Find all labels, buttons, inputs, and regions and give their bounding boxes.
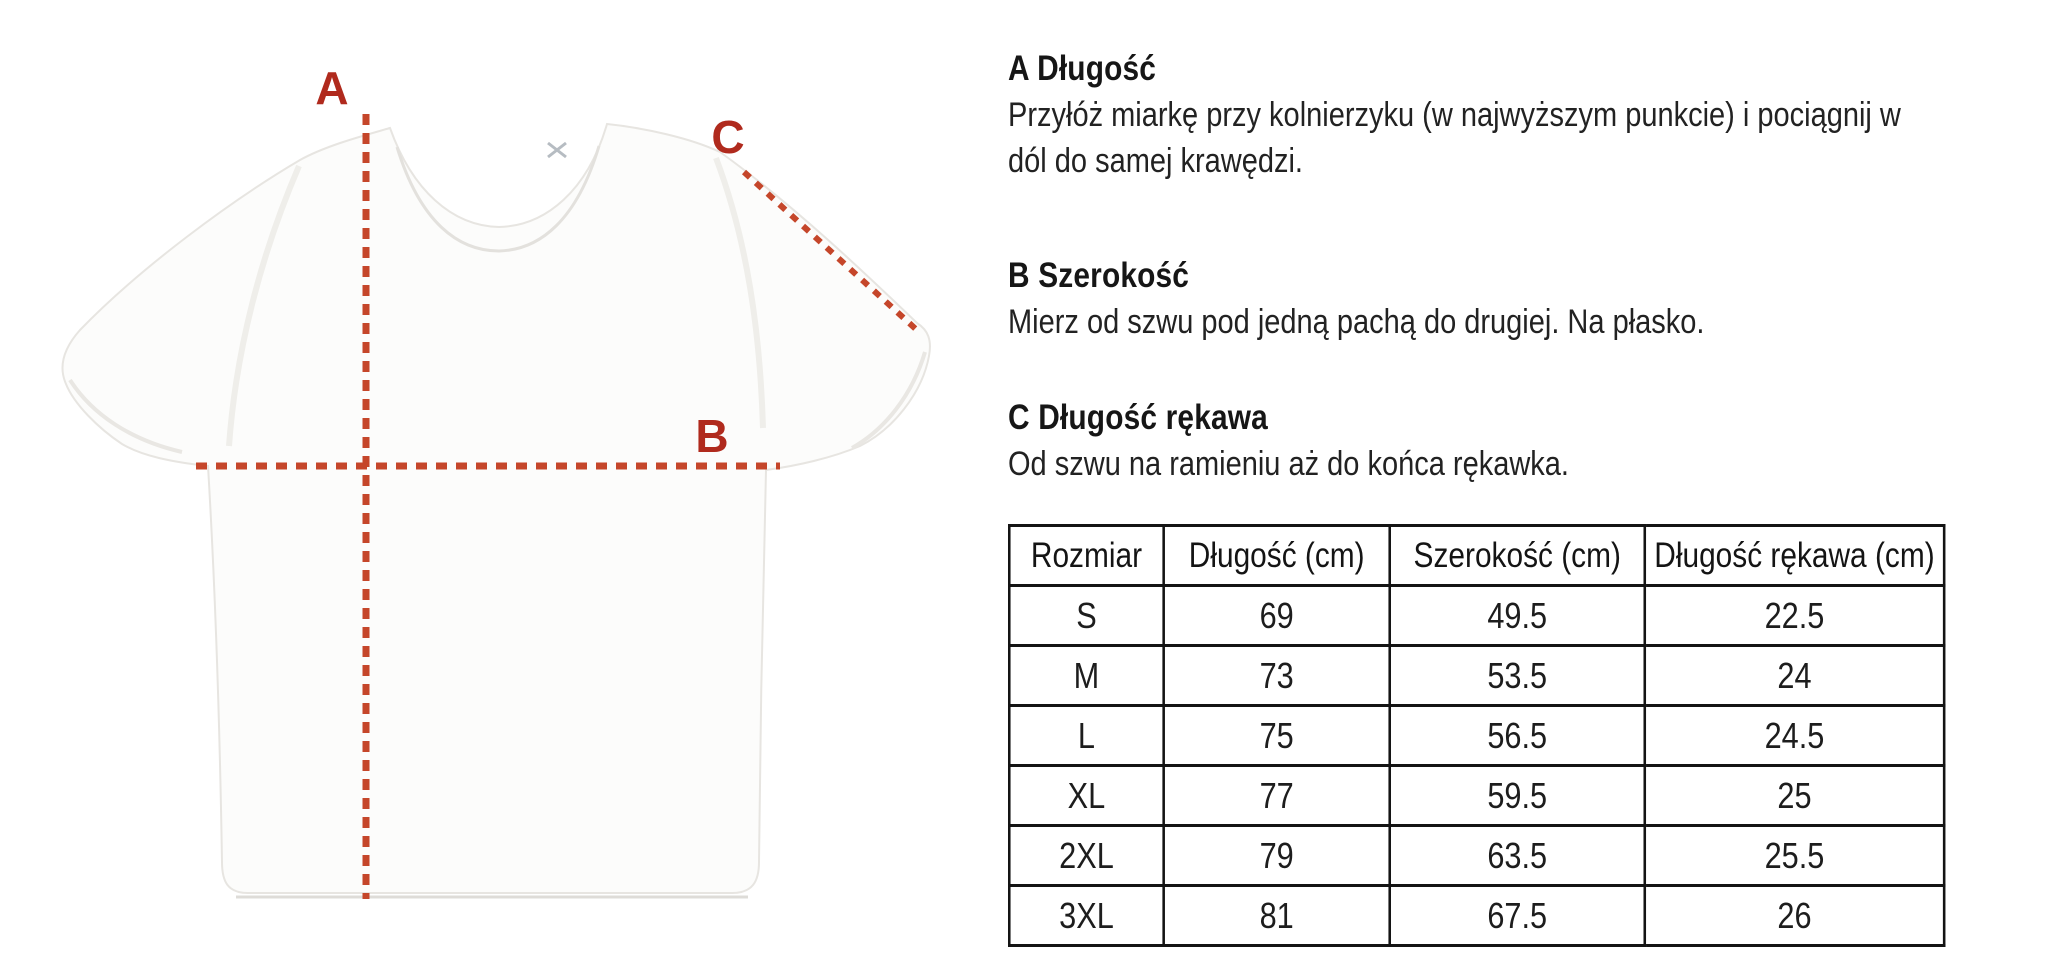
- size-table-cell: 2XL: [1009, 826, 1163, 886]
- size-table-cell: XL: [1009, 766, 1163, 826]
- size-table-row: [1009, 706, 1944, 766]
- section-length-description: Przyłóż miarkę przy kolnierzyku (w najwyższym punkcie) i pociągnij w dól do samej krawędzi.: [1008, 96, 1901, 180]
- section-width-title: B Szerokość: [1008, 256, 1190, 295]
- size-table-cell: S: [1009, 586, 1163, 646]
- size-table-cell: 56.5: [1390, 706, 1645, 766]
- tshirt-diagram-svg: [0, 0, 1000, 968]
- size-table-cell: 75: [1164, 706, 1390, 766]
- size-table-header-cell: Długość rękawa (cm): [1645, 526, 1944, 586]
- size-table-row: [1009, 766, 1944, 826]
- size-table-cell: 67.5: [1390, 886, 1645, 946]
- size-table-row: [1009, 826, 1944, 886]
- size-guide-info: [1008, 46, 1955, 947]
- tshirt-silhouette: [62, 124, 929, 893]
- size-table-cell: 24.5: [1645, 706, 1944, 766]
- size-table-cell: 53.5: [1390, 646, 1645, 706]
- size-table-cell: 81: [1164, 886, 1390, 946]
- size-table-row: [1009, 886, 1944, 946]
- section-sleeve-title: C Długość rękawa: [1008, 398, 1268, 437]
- size-table-cell: 3XL: [1009, 886, 1163, 946]
- size-table-cell: 69: [1164, 586, 1390, 646]
- size-table-header-cell: Długość (cm): [1164, 526, 1390, 586]
- tshirt-measurement-figure: [0, 0, 1000, 968]
- size-table-cell: 25: [1645, 766, 1944, 826]
- collar-tag-stitch: [548, 143, 566, 157]
- size-table-cell: 26: [1645, 886, 1944, 946]
- section-width: [1008, 253, 1955, 345]
- size-table-cell: 73: [1164, 646, 1390, 706]
- section-length-title: A Długość: [1008, 49, 1157, 88]
- size-table-header-cell: Szerokość (cm): [1390, 526, 1645, 586]
- size-table-cell: L: [1009, 706, 1163, 766]
- size-table: [1008, 524, 1945, 947]
- size-table-row: [1009, 646, 1944, 706]
- section-width-description: Mierz od szwu pod jedną pachą do drugiej. Na płasko.: [1008, 303, 1705, 341]
- size-table-cell: 25.5: [1645, 826, 1944, 886]
- section-sleeve: [1008, 395, 1955, 487]
- measure-label-a: A: [315, 62, 349, 114]
- measure-label-c: C: [711, 111, 745, 163]
- measure-label-b: B: [695, 410, 729, 462]
- size-table-header-row: [1009, 526, 1944, 586]
- size-table-cell: 24: [1645, 646, 1944, 706]
- section-length: [1008, 46, 1955, 184]
- size-table-cell: 22.5: [1645, 586, 1944, 646]
- size-table-cell: 49.5: [1390, 586, 1645, 646]
- size-table-row: [1009, 586, 1944, 646]
- section-sleeve-description: Od szwu na ramieniu aż do końca rękawka.: [1008, 445, 1569, 483]
- size-table-cell: 77: [1164, 766, 1390, 826]
- size-table-cell: 59.5: [1390, 766, 1645, 826]
- size-table-cell: M: [1009, 646, 1163, 706]
- size-table-header-cell: Rozmiar: [1009, 526, 1163, 586]
- size-table-cell: 63.5: [1390, 826, 1645, 886]
- size-table-cell: 79: [1164, 826, 1390, 886]
